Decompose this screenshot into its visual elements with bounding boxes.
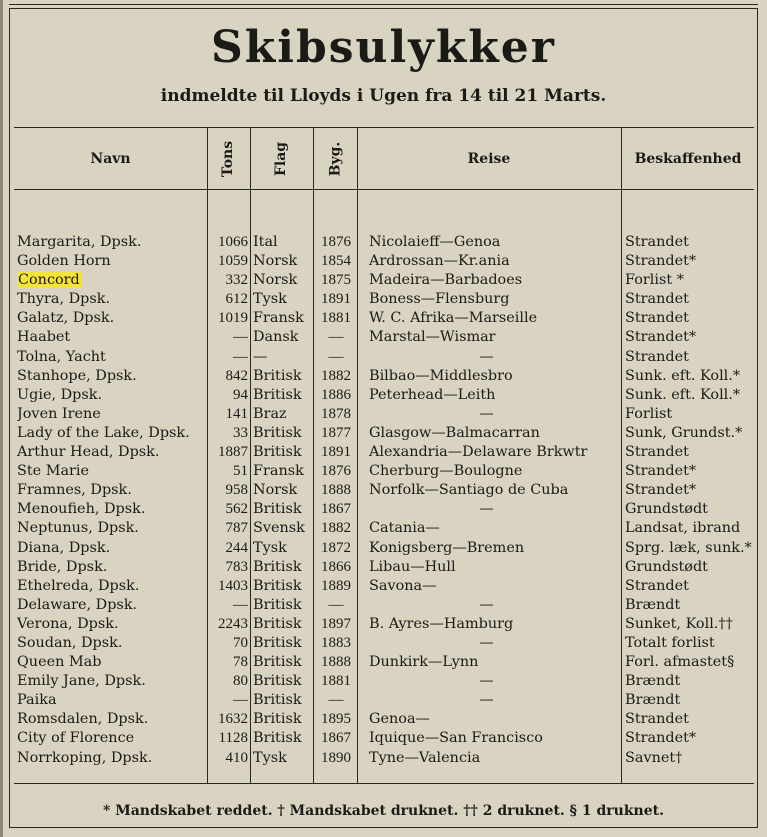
ship-status: Grundstødt [625,558,708,575]
ship-flag: Fransk [253,463,304,480]
header-year: Byg. [326,141,343,177]
table-row [0,252,767,271]
ship-route: Tyne—Valencia [369,749,481,766]
ship-flag: Norsk [253,253,298,270]
ship-year: 1897 [321,615,351,632]
ship-status: Brændt [625,596,681,613]
ship-year: 1886 [321,386,351,403]
ship-route: Genoa— [369,711,430,728]
ship-flag: Svensk [253,520,305,537]
ship-year: 1875 [321,272,351,289]
article-subtitle: indmeldte til Lloyds i Ugen fra 14 til 21 Marts. [160,86,607,106]
ship-flag: Dansk [253,329,299,346]
ship-route: — [479,348,494,365]
ship-status: Strandet* [625,730,697,747]
ship-name: Verona, Dpsk. [17,615,119,632]
ship-status: Savnet† [625,749,683,766]
header-tons: Tons [220,140,237,178]
ship-route: Peterhead—Leith [369,386,496,403]
ship-flag: Fransk [253,310,304,327]
ship-name: Queen Mab [17,654,102,671]
ship-name: Haabet [17,329,71,346]
ship-year: 1878 [321,405,351,422]
ship-route: Dunkirk—Lynn [369,654,479,671]
header-flag: Flag [273,141,290,177]
ship-route: Marstal—Wismar [369,329,496,346]
table-row [0,710,767,729]
header-route: Reise [467,151,511,167]
table-top-rule [14,127,754,128]
ship-flag: Britisk [253,367,302,384]
ship-route: Glasgow—Balmacarran [369,424,540,441]
ship-flag: Britisk [253,596,302,613]
ship-tons: 244 [225,539,248,556]
ship-year: 1882 [321,520,351,537]
ship-status: Forl. afmastet§ [625,654,735,671]
footnote: * Mandskabet reddet. † Mandskabet druknet. †† 2 druknet. § 1 druknet. [103,803,664,819]
ship-name: Neptunus, Dpsk. [17,520,139,537]
ship-tons: 78 [233,654,248,671]
table-row [0,615,767,634]
ship-tons: 332 [225,272,248,289]
header-status: Beskaffenhed [634,151,742,167]
ship-status: Strandet [625,577,689,594]
ship-flag: Britisk [253,558,302,575]
ship-tons: 842 [225,367,248,384]
ship-year: 1876 [321,463,351,480]
ship-flag: Britisk [253,654,302,671]
ship-name: Ste Marie [17,463,90,480]
ship-status: Strandet [625,310,689,327]
ship-status: Sunket, Koll.†† [625,615,733,632]
ship-name: Menoufieh, Dpsk. [17,501,146,518]
ship-tons: 80 [233,673,248,690]
ship-tons: 33 [233,424,248,441]
ship-status: Brændt [625,673,681,690]
ship-flag: Braz [253,405,287,422]
ship-tons: 1887 [218,444,248,461]
ship-route: Iquique—San Francisco [369,730,543,747]
ship-status: Strandet [625,444,689,461]
ship-name: Stanhope, Dpsk. [17,367,137,384]
table-row [0,233,767,252]
table-row [0,386,767,405]
ship-route: — [479,673,494,690]
table-row [0,290,767,309]
ship-name: Golden Horn [17,253,111,270]
ship-year: 1867 [321,730,351,747]
ship-year: 1891 [321,444,351,461]
ship-flag: Norsk [253,482,298,499]
ship-name: Paika [17,692,57,709]
ship-tons: — [233,692,248,709]
ship-name: Romsdalen, Dpsk. [17,711,149,728]
table-header-rule [14,189,754,190]
table-row [0,481,767,500]
ship-name: Thyra, Dpsk. [17,291,111,308]
ship-status: Strandet* [625,482,697,499]
ship-route: Madeira—Barbadoes [369,272,523,289]
table-row [0,348,767,367]
ship-flag: Britisk [253,501,302,518]
ship-route: Cherburg—Boulogne [369,463,523,480]
ship-year: 1876 [321,234,351,250]
ship-route: Bilbao—Middlesbro [369,367,513,384]
ship-year: 1891 [321,291,351,308]
table-row [0,500,767,519]
table-row [0,424,767,443]
ship-route: Norfolk—Santiago de Cuba [369,482,569,499]
ship-flag: Britisk [253,386,302,403]
ship-year: 1877 [321,424,351,441]
ship-tons: 783 [225,558,248,575]
ship-year: 1854 [321,253,351,270]
table-row [0,309,767,328]
ship-flag: Tysk [253,749,287,766]
ship-status: Sprg. læk, sunk.* [625,539,752,556]
ship-route: W. C. Afrika—Marseille [369,310,538,327]
ship-route: — [479,692,494,709]
ship-route: B. Ayres—Hamburg [369,615,514,632]
ship-year: 1888 [321,654,351,671]
ship-year: 1883 [321,634,351,651]
top-rule [9,4,758,5]
ship-flag: Ital [253,234,278,250]
ship-status: Strandet [625,711,689,728]
ship-flag: Britisk [253,692,302,709]
ship-route: — [479,596,494,613]
ship-flag: Britisk [253,615,302,632]
article-title: Skibsulykker [211,22,556,73]
ship-tons: 410 [225,749,248,766]
ship-tons: — [233,596,248,613]
ship-flag: Tysk [253,291,287,308]
ship-route: Catania— [369,520,440,537]
ship-year: — [328,596,344,613]
ship-year: — [328,329,344,346]
ship-route: Boness—Flensburg [369,291,510,308]
header-name: Navn [90,151,131,167]
ship-tons: 2243 [218,615,248,632]
ship-name: Emily Jane, Dpsk. [17,673,146,690]
ship-flag: Britisk [253,673,302,690]
ship-tons: 958 [225,482,248,499]
ship-flag: Britisk [253,444,302,461]
ship-year: 1890 [321,749,351,766]
table-row [0,539,767,558]
ship-year: — [328,348,344,365]
table-row [0,691,767,710]
table-row [0,653,767,672]
ship-status: Brændt [625,692,681,709]
ship-status: Strandet [625,291,689,308]
ship-status: Forlist [625,405,673,422]
ship-tons: 1403 [218,577,248,594]
ship-status: Sunk. eft. Koll.* [625,386,741,403]
table-row [0,462,767,481]
table-row [0,328,767,347]
ship-year: 1889 [321,577,351,594]
ship-tons: — [233,329,248,346]
ship-flag: Britisk [253,424,302,441]
ship-name: Arthur Head, Dpsk. [17,444,160,461]
ship-tons: 94 [233,386,248,403]
ship-tons: 1066 [218,234,248,250]
ship-status: Strandet* [625,463,697,480]
ship-name: Concord [18,272,80,289]
ship-flag: — [253,348,268,365]
ship-name: Galatz, Dpsk. [17,310,115,327]
ship-tons: 70 [233,634,248,651]
ship-name: Delaware, Dpsk. [17,596,138,613]
ship-name: Margarita, Dpsk. [17,234,142,250]
ship-year: 1882 [321,367,351,384]
ship-name: City of Florence [17,730,135,747]
table-row [0,577,767,596]
ship-tons: 787 [225,520,248,537]
ship-name: Framnes, Dpsk. [17,482,132,499]
ship-status: Strandet [625,234,689,250]
ship-name: Lady of the Lake, Dpsk. [17,424,190,441]
ship-status: Forlist * [625,272,684,289]
table-row [0,596,767,615]
ship-status: Landsat, ibrand [625,520,741,537]
ship-flag: Britisk [253,634,302,651]
ship-tons: 141 [225,405,248,422]
ship-flag: Norsk [253,272,298,289]
ship-tons: 612 [225,291,248,308]
ship-status: Sunk, Grundst.* [625,424,743,441]
ship-status: Strandet [625,348,689,365]
table-row [0,749,767,768]
ship-year: 1866 [321,558,351,575]
ship-status: Grundstødt [625,501,708,518]
ship-route: Ardrossan—Kr.ania [369,253,510,270]
ship-status: Totalt forlist [625,634,715,651]
ship-name: Soudan, Dpsk. [17,634,123,651]
ship-status: Strandet* [625,329,697,346]
table-row [0,271,767,290]
ship-status: Sunk. eft. Koll.* [625,367,741,384]
table-row [0,519,767,538]
ship-tons: 1019 [218,310,248,327]
ship-name: Tolna, Yacht [17,348,106,365]
ship-tons: 1059 [218,253,248,270]
ship-tons: 1632 [218,711,248,728]
ship-name: Ethelreda, Dpsk. [17,577,140,594]
ship-route: — [479,405,494,422]
table-row [0,672,767,691]
ship-route: Savona— [369,577,437,594]
ship-year: 1872 [321,539,351,556]
table-row [0,558,767,577]
ship-flag: Tysk [253,539,287,556]
ship-year: 1888 [321,482,351,499]
ship-name: Bride, Dpsk. [17,558,108,575]
ship-route: Alexandria—Delaware Brkwtr [369,444,588,461]
ship-year: 1881 [321,673,351,690]
ship-route: Nicolaieff—Genoa [369,234,501,250]
ship-year: 1881 [321,310,351,327]
ship-name: Ugie, Dpsk. [17,386,103,403]
ship-flag: Britisk [253,730,302,747]
table-row [0,634,767,653]
ship-name: Norrkoping, Dpsk. [17,749,153,766]
table-row [0,729,767,748]
ship-name: Joven Irene [17,405,101,422]
ship-status: Strandet* [625,253,697,270]
ship-tons: 562 [225,501,248,518]
table-row [0,367,767,386]
ship-year: — [328,692,344,709]
table-row [0,405,767,424]
ship-route: Libau—Hull [369,558,456,575]
table-row [0,443,767,462]
ship-route: — [479,501,494,518]
ship-flag: Britisk [253,577,302,594]
ship-year: 1895 [321,711,351,728]
ship-tons: 1128 [218,730,248,747]
ship-route: Konigsberg—Bremen [369,539,525,556]
ship-tons: 51 [233,463,248,480]
table-bottom-rule [14,783,754,784]
ship-tons: — [233,348,248,365]
ship-route: — [479,634,494,651]
ship-flag: Britisk [253,711,302,728]
shipwreck-table-body [0,233,767,768]
ship-year: 1867 [321,501,351,518]
ship-name: Diana, Dpsk. [17,539,111,556]
